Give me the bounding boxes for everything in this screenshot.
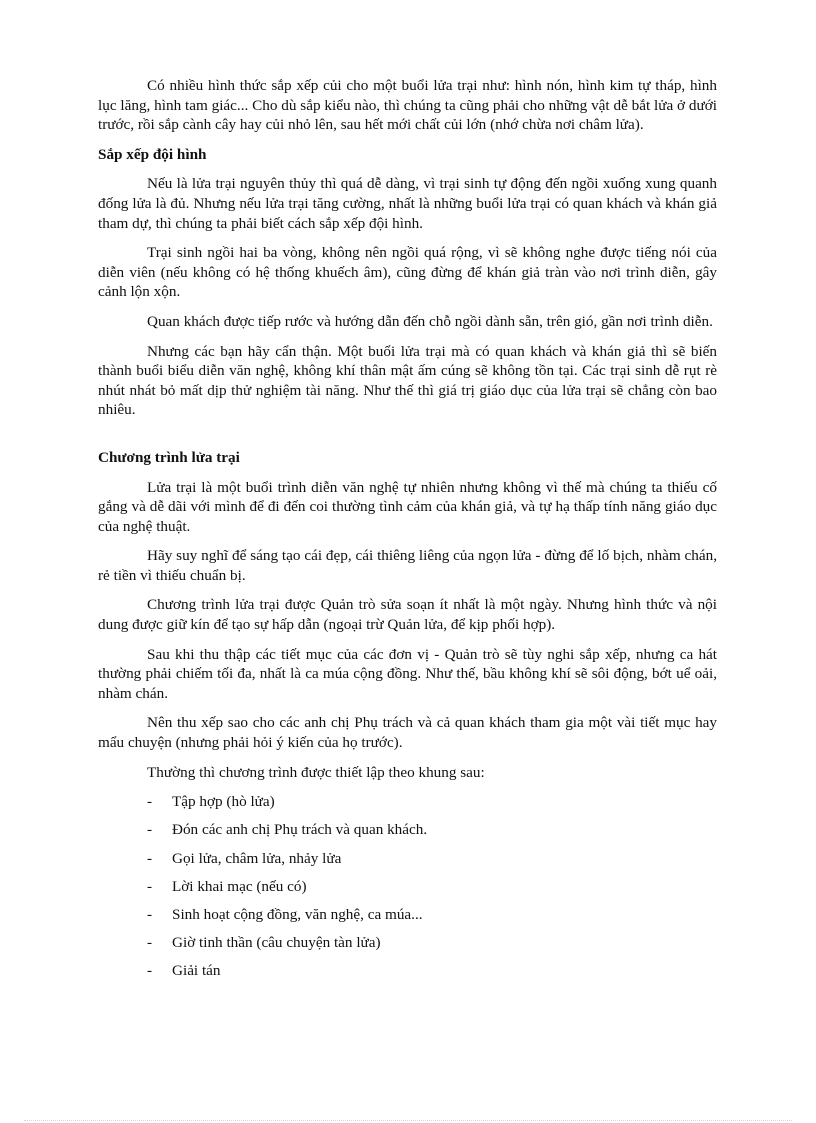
dash-bullet: - [147,962,153,980]
list-item-text: Đón các anh chị Phụ trách và quan khách. [172,821,428,839]
list-item-text: Tập hợp (hò lửa) [172,793,275,811]
program-paragraph-5: Nên thu xếp sao cho các anh chị Phụ trách và cả quan khách tham gia một vài tiết mục hay mẩu chuyện (nhưng phải hỏi ý kiến của họ trước). [98,714,717,752]
list-item [98,961,717,981]
program-paragraph-2: Hãy suy nghĩ để sáng tạo cái đẹp, cái thiêng liêng của ngọn lửa - đừng để lố bịch, nhàm chán, rẻ tiền vì thiếu chuẩn bị. [98,547,717,584]
list-item-text: Lời khai mạc (nếu có) [172,877,307,895]
section-heading-program: Chương trình lửa trại [98,448,240,466]
list-item [98,905,717,925]
list-item [98,933,717,953]
program-paragraph-1: Lửa trại là một buổi trình diễn văn nghệ tự nhiên nhưng không vì thế mà chúng ta thiếu cố gắng và dễ dãi với mình để đi đến coi thường tình cảm của khán giả, và tự hạ thấp tính năng giáo dục của nghệ thuật. [98,478,717,535]
list-item-text: Giải tán [172,962,221,980]
list-item [98,849,717,869]
list-item-text: Giờ tinh thần (câu chuyện tàn lửa) [172,934,381,952]
formation-paragraph-3: Quan khách được tiếp rước và hướng dẫn đến chỗ ngồi dành sẵn, trên gió, gần nơi trình diễn. [147,312,713,330]
document-page [98,76,717,990]
list-item-text: Gọi lửa, châm lửa, nhảy lửa [172,849,342,867]
dash-bullet: - [147,849,153,867]
list-item [98,820,717,840]
list-item [98,877,717,897]
program-outline-list [98,792,717,981]
dash-bullet: - [147,905,153,923]
list-item-text: Sinh hoạt cộng đồng, văn nghệ, ca múa... [172,905,423,923]
program-paragraph-6: Thường thì chương trình được thiết lập theo khung sau: [147,763,485,781]
program-paragraph-4: Sau khi thu thập các tiết mục của các đơn vị - Quản trò sẽ tùy nghi sắp xếp, nhưng ca hát thường phải chiếm tối đa, nhất là ca múa cộng đồng. Như thế, bầu không khí sẽ sôi động, bớt uể oải, nhàm chán. [98,645,717,702]
dash-bullet: - [147,821,153,839]
list-item [98,792,717,812]
section-heading-formation: Sắp xếp đội hình [98,145,207,163]
dash-bullet: - [147,793,153,811]
dash-bullet: - [147,934,153,952]
formation-paragraph-4: Nhưng các bạn hãy cẩn thận. Một buổi lửa trại mà có quan khách và khán giả thì sẽ biến thành buổi biểu diễn văn nghệ, không khí thân mật ấm cúng sẽ không tồn tại. Các trại sinh dễ rụt rè nhút nhát bỏ mất dịp thử nghiệm tài năng. Như thế thì giá trị giáo dục của lửa trại sẽ chẳng còn bao nhiêu. [98,342,717,419]
program-paragraph-3: Chương trình lửa trại được Quản trò sửa soạn ít nhất là một ngày. Nhưng hình thức và nội dung được giữ kín để tạo sự hấp dẫn (ngoại trừ Quản lửa, để kịp phối hợp). [98,596,717,634]
formation-paragraph-1: Nếu là lửa trại nguyên thủy thì quá dễ dàng, vì trại sinh tự động đến ngồi xuống xung quanh đống lửa là đủ. Nhưng nếu lửa trại tăng cường, nhất là những buổi lửa trại có quan khách và khán giả tham dự, thì chúng ta phải biết cách sắp xếp đội hình. [98,175,717,232]
formation-paragraph-2: Trại sinh ngồi hai ba vòng, không nên ngồi quá rộng, vì sẽ không nghe được tiếng nói của diễn viên (nếu không có hệ thống khuếch âm), cũng đừng để khán giả tràn vào nơi trình diễn, gây cảnh lộn xộn. [98,244,717,301]
page-bottom-divider [24,1120,792,1121]
dash-bullet: - [147,877,153,895]
intro-paragraph: Có nhiều hình thức sắp xếp củi cho một buổi lửa trại như: hình nón, hình kim tự tháp, hình lục lăng, hình tam giác... Cho dù sắp kiểu nào, thì chúng ta cũng phải cho những vật dễ bắt lửa ở dưới trước, rồi sắp cành cây hay củi nhỏ lên, sau hết mới chất củi lớn (nhớ chừa nơi châm lửa). [98,77,717,134]
